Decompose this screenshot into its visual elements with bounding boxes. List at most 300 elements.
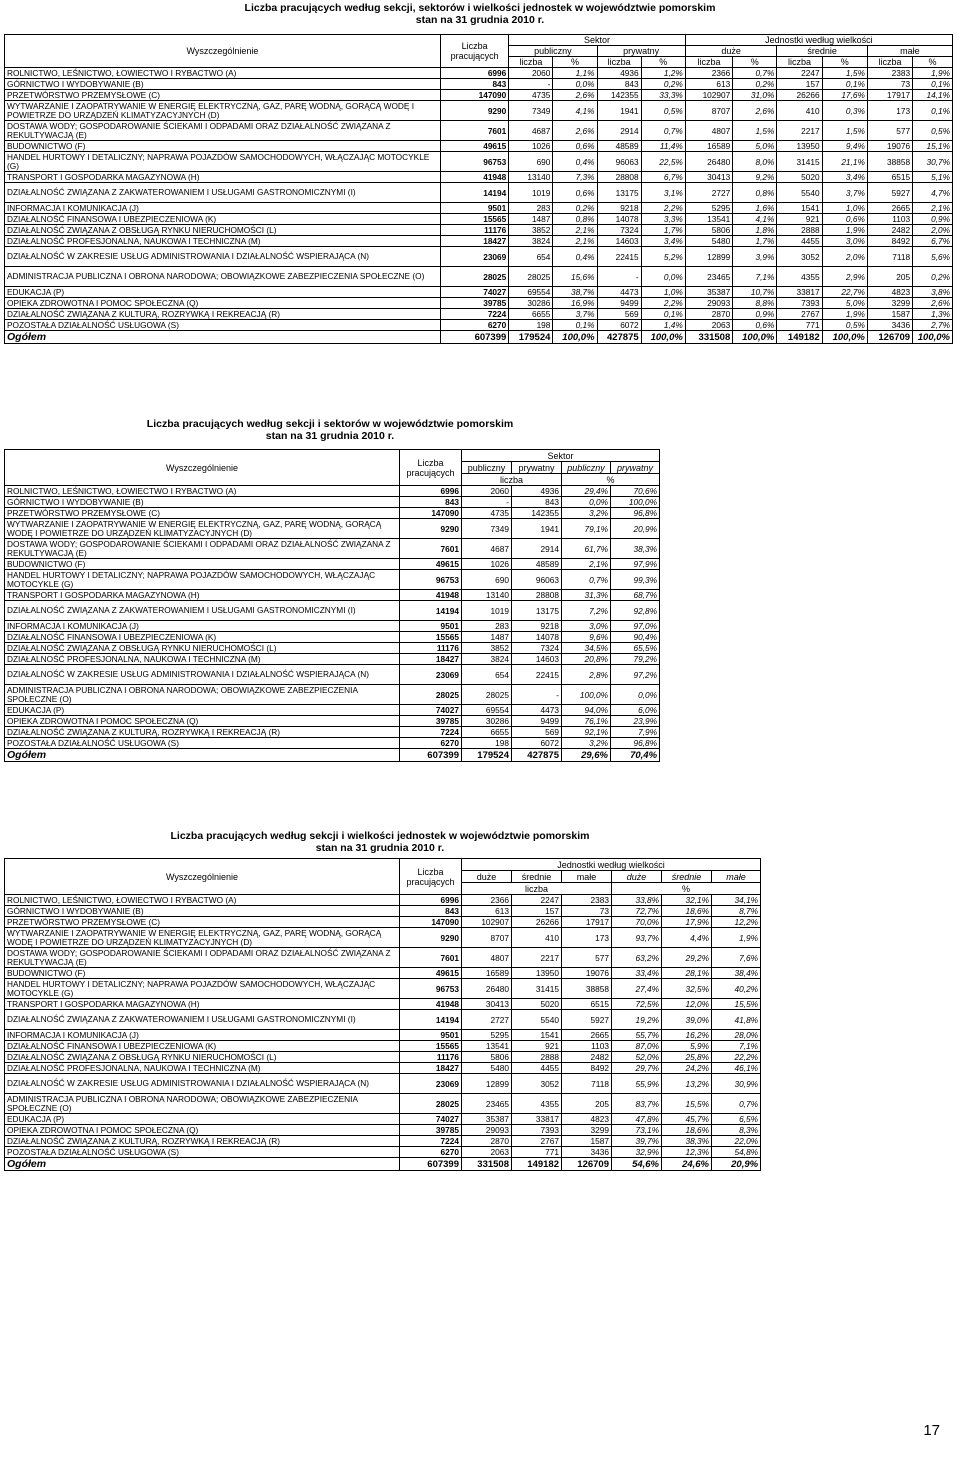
percent-cell: 100,0% [913, 331, 953, 344]
count-cell: 2247 [512, 895, 562, 906]
table-row [5, 1114, 761, 1125]
percent-cell: 70,6% [611, 486, 660, 497]
table-row [5, 172, 953, 183]
percent-cell: 47,8% [612, 1114, 662, 1125]
header-pct: % [822, 57, 867, 68]
total-employed-cell: 9501 [400, 621, 462, 632]
table-row [5, 236, 953, 247]
header-sektor: Sektor [509, 35, 686, 46]
count-cell: 33817 [777, 287, 822, 298]
percent-cell: 22,0% [712, 1136, 761, 1147]
section-label: GÓRNICTWO I WYDOBYWANIE (B) [5, 79, 441, 90]
count-cell: 35387 [685, 287, 732, 298]
count-cell: 13140 [462, 590, 512, 601]
percent-cell: 27,4% [612, 979, 662, 999]
count-cell: 5020 [512, 999, 562, 1010]
table2-title [110, 418, 550, 442]
section-label: BUDOWNICTWO (F) [5, 141, 441, 152]
count-cell: 613 [462, 906, 512, 917]
total-employed-cell: 6996 [400, 895, 462, 906]
header-pct: % [612, 883, 761, 895]
percent-cell: 1,9% [822, 309, 867, 320]
percent-cell: 41,8% [712, 1010, 761, 1030]
count-cell: - [512, 685, 562, 705]
header-wyszczegolnienie: Wyszczególnienie [5, 859, 400, 895]
percent-cell: 3,1% [641, 183, 685, 203]
percent-cell: 3,7% [553, 309, 597, 320]
percent-cell: 2,1% [913, 203, 953, 214]
count-cell: 2665 [562, 1030, 612, 1041]
percent-cell: 100,0% [822, 331, 867, 344]
percent-cell: 3,8% [913, 287, 953, 298]
percent-cell: 6,0% [611, 705, 660, 716]
percent-cell: 1,9% [822, 225, 867, 236]
percent-cell: 97,0% [611, 621, 660, 632]
total-employed-cell: 9501 [440, 203, 508, 214]
percent-cell: 1,7% [733, 236, 777, 247]
count-cell: 2247 [777, 68, 822, 79]
count-cell: 48589 [597, 141, 641, 152]
count-cell: 2665 [867, 203, 912, 214]
table-row [5, 665, 660, 685]
percent-cell: 17,6% [822, 90, 867, 101]
count-cell: 2060 [462, 486, 512, 497]
section-label: HANDEL HURTOWY I DETALICZNY; NAPRAWA POJAZDÓW SAMOCHODOWYCH, WŁĄCZAJĄC MOTOCYKLE (G) [5, 152, 441, 172]
count-cell: 771 [777, 320, 822, 331]
count-cell: 13950 [512, 968, 562, 979]
count-cell: 2217 [512, 948, 562, 968]
table-row [5, 727, 660, 738]
count-cell: 6072 [597, 320, 641, 331]
section-label: POZOSTAŁA DZIAŁALNOŚĆ USŁUGOWA (S) [5, 1147, 400, 1158]
percent-cell: 0,2% [733, 79, 777, 90]
total-employed-cell: 28025 [400, 1094, 462, 1114]
count-cell: 17917 [562, 917, 612, 928]
percent-cell: 40,2% [712, 979, 761, 999]
count-cell: 26266 [512, 917, 562, 928]
count-cell: 3824 [509, 236, 553, 247]
page-number: 17 [923, 1422, 940, 1439]
table-row [5, 570, 660, 590]
percent-cell: 0,5% [641, 101, 685, 121]
total-employed-cell: 607399 [400, 749, 462, 762]
percent-cell: 0,8% [553, 214, 597, 225]
count-cell: 7393 [777, 298, 822, 309]
header-wyszczegolnienie: Wyszczególnienie [5, 35, 441, 68]
total-employed-cell: 147090 [400, 508, 462, 519]
count-cell: 4473 [512, 705, 562, 716]
table-row [5, 309, 953, 320]
section-label: DZIAŁALNOŚĆ W ZAKRESIE USŁUG ADMINISTROWANIA I DZIAŁALNOŚĆ WSPIERAJĄCA (N) [5, 665, 400, 685]
total-row [5, 749, 660, 762]
table3-title [120, 830, 640, 854]
percent-cell: 0,2% [913, 267, 953, 287]
section-label: INFORMACJA I KOMUNIKACJA (J) [5, 203, 441, 214]
count-cell: 2482 [867, 225, 912, 236]
total-employed-cell: 7601 [400, 948, 462, 968]
count-cell: 96063 [512, 570, 562, 590]
count-cell: 5927 [562, 1010, 612, 1030]
count-cell: 7118 [562, 1074, 612, 1094]
percent-cell: 20,9% [611, 519, 660, 539]
percent-cell: 2,6% [553, 90, 597, 101]
percent-cell: 61,7% [562, 539, 611, 559]
table-row [5, 298, 953, 309]
header-liczba: liczba [867, 57, 912, 68]
percent-cell: 3,3% [641, 214, 685, 225]
table3-header [5, 859, 761, 895]
count-cell: 7324 [512, 643, 562, 654]
header-pct: % [562, 474, 660, 486]
total-employed-cell: 39785 [400, 716, 462, 727]
percent-cell: 0,2% [641, 79, 685, 90]
section-label: DZIAŁALNOŚĆ PROFESJONALNA, NAUKOWA I TECHNICZNA (M) [5, 654, 400, 665]
table-row [5, 183, 953, 203]
table1-body [5, 68, 953, 344]
percent-cell: 22,5% [641, 152, 685, 172]
header-male: małe [562, 871, 612, 883]
count-cell: 22415 [512, 665, 562, 685]
header-duze-pct: duże [612, 871, 662, 883]
count-cell: 2888 [512, 1052, 562, 1063]
table-row [5, 1041, 761, 1052]
total-employed-cell: 41948 [400, 999, 462, 1010]
header-jednostki: Jednostki według wielkości [685, 35, 952, 46]
percent-cell: 79,1% [562, 519, 611, 539]
section-label: HANDEL HURTOWY I DETALICZNY; NAPRAWA POJAZDÓW SAMOCHODOWYCH, WŁĄCZAJĄC MOTOCYKLE (G) [5, 979, 400, 999]
count-cell: 142355 [597, 90, 641, 101]
percent-cell: 0,1% [553, 320, 597, 331]
count-cell: 16589 [462, 968, 512, 979]
count-cell: 22415 [597, 247, 641, 267]
table-row [5, 590, 660, 601]
header-srednie: średnie [777, 46, 867, 57]
table-row [5, 1074, 761, 1094]
count-cell: 9218 [597, 203, 641, 214]
percent-cell: 38,3% [611, 539, 660, 559]
percent-cell: 70,0% [612, 917, 662, 928]
count-cell: 4355 [777, 267, 822, 287]
count-cell: 4807 [462, 948, 512, 968]
section-label: DZIAŁALNOŚĆ ZWIĄZANA Z ZAKWATEROWANIEM I USŁUGAMI GASTRONOMICZNYMI (I) [5, 601, 400, 621]
count-cell: 410 [777, 101, 822, 121]
header-liczba-pracujacych: Liczba pracujących [400, 450, 462, 486]
percent-cell: 3,2% [562, 738, 611, 749]
section-label: DZIAŁALNOŚĆ FINANSOWA I UBEZPIECZENIOWA (K) [5, 1041, 400, 1052]
count-cell: 9218 [512, 621, 562, 632]
percent-cell: 0,5% [913, 121, 953, 141]
table2-title-line2: stan na 31 grudnia 2010 r. [265, 430, 395, 442]
percent-cell: 5,2% [641, 247, 685, 267]
percent-cell: 2,1% [562, 559, 611, 570]
count-cell: 31415 [512, 979, 562, 999]
percent-cell: 39,7% [612, 1136, 662, 1147]
percent-cell: 0,9% [733, 309, 777, 320]
table1-title [220, 2, 740, 26]
count-cell: 283 [462, 621, 512, 632]
table-row [5, 1063, 761, 1074]
section-label: DOSTAWA WODY; GOSPODAROWANIE ŚCIEKAMI I ODPADAMI ORAZ DZIAŁALNOŚĆ ZWIĄZANA Z REKULTYWACJĄ (E) [5, 539, 400, 559]
table-row [5, 90, 953, 101]
count-cell: 2366 [462, 895, 512, 906]
table-row [5, 486, 660, 497]
count-cell: 4687 [462, 539, 512, 559]
total-row [5, 331, 953, 344]
percent-cell: 1,9% [913, 68, 953, 79]
count-cell: 1487 [509, 214, 553, 225]
percent-cell: 32,1% [662, 895, 712, 906]
percent-cell: 2,1% [553, 225, 597, 236]
percent-cell: 1,1% [553, 68, 597, 79]
percent-cell: 8,0% [733, 152, 777, 172]
header-liczba: liczba [685, 57, 732, 68]
total-employed-cell: 39785 [440, 298, 508, 309]
count-cell: 2383 [562, 895, 612, 906]
percent-cell: 14,1% [913, 90, 953, 101]
percent-cell: 1,7% [641, 225, 685, 236]
count-cell: 3824 [462, 654, 512, 665]
total-employed-cell: 15565 [400, 632, 462, 643]
table2-header [5, 450, 660, 486]
table-row [5, 267, 953, 287]
count-cell: 30413 [685, 172, 732, 183]
table1-header [5, 35, 953, 68]
percent-cell: 32,9% [612, 1147, 662, 1158]
count-cell: 13541 [462, 1041, 512, 1052]
table-row [5, 601, 660, 621]
count-cell: 198 [509, 320, 553, 331]
count-cell: 1541 [512, 1030, 562, 1041]
percent-cell: 18,6% [662, 1125, 712, 1136]
percent-cell: 1,9% [712, 928, 761, 948]
percent-cell: 3,0% [562, 621, 611, 632]
table-row [5, 497, 660, 508]
total-employed-cell: 6270 [400, 1147, 462, 1158]
percent-cell: 15,1% [913, 141, 953, 152]
percent-cell: 1,5% [822, 68, 867, 79]
header-publiczny-pct: publiczny [562, 462, 611, 474]
table-row [5, 621, 660, 632]
total-employed-cell: 147090 [440, 90, 508, 101]
percent-cell: 31,0% [733, 90, 777, 101]
count-cell: 4735 [509, 90, 553, 101]
count-cell: 2870 [462, 1136, 512, 1147]
section-label: PRZETWÓRSTWO PRZEMYSŁOWE (C) [5, 90, 441, 101]
percent-cell: 72,7% [612, 906, 662, 917]
count-cell: 1026 [509, 141, 553, 152]
total-row [5, 1158, 761, 1171]
header-liczba-pracujacych: Liczba pracujących [400, 859, 462, 895]
count-cell: 28808 [597, 172, 641, 183]
table2-body [5, 486, 660, 762]
count-cell: 14078 [597, 214, 641, 225]
percent-cell: 0,6% [733, 320, 777, 331]
total-employed-cell: 18427 [400, 654, 462, 665]
table-row [5, 895, 761, 906]
section-label: DOSTAWA WODY; GOSPODAROWANIE ŚCIEKAMI I ODPADAMI ORAZ DZIAŁALNOŚĆ ZWIĄZANA Z REKULTYWACJĄ (E) [5, 948, 400, 968]
percent-cell: 12,3% [662, 1147, 712, 1158]
section-label: DZIAŁALNOŚĆ FINANSOWA I UBEZPIECZENIOWA (K) [5, 214, 441, 225]
count-cell: 4823 [867, 287, 912, 298]
count-cell: 9499 [512, 716, 562, 727]
count-cell: 28808 [512, 590, 562, 601]
header-prywatny: prywatny [512, 462, 562, 474]
header-liczba: liczba [777, 57, 822, 68]
total-employed-cell: 14194 [440, 183, 508, 203]
percent-cell: 4,4% [662, 928, 712, 948]
count-cell: 28025 [462, 685, 512, 705]
percent-cell: 15,5% [712, 999, 761, 1010]
total-employed-cell: 41948 [440, 172, 508, 183]
table-row [5, 632, 660, 643]
count-cell: 157 [512, 906, 562, 917]
section-label: DZIAŁALNOŚĆ FINANSOWA I UBEZPIECZENIOWA (K) [5, 632, 400, 643]
count-cell: 569 [597, 309, 641, 320]
percent-cell: 29,2% [662, 948, 712, 968]
count-cell: 8492 [562, 1063, 612, 1074]
count-cell: 843 [597, 79, 641, 90]
percent-cell: 4,1% [733, 214, 777, 225]
count-cell: 5540 [512, 1010, 562, 1030]
section-label: INFORMACJA I KOMUNIKACJA (J) [5, 621, 400, 632]
header-liczba: liczba [597, 57, 641, 68]
table-row [5, 152, 953, 172]
count-cell: 13140 [509, 172, 553, 183]
count-cell: 2914 [512, 539, 562, 559]
table-row [5, 1125, 761, 1136]
percent-cell: 5,1% [913, 172, 953, 183]
percent-cell: 0,7% [641, 121, 685, 141]
percent-cell: 0,1% [913, 101, 953, 121]
count-cell: 30413 [462, 999, 512, 1010]
percent-cell: 8,7% [712, 906, 761, 917]
header-srednie-pct: średnie [662, 871, 712, 883]
table-row [5, 79, 953, 90]
table-row [5, 214, 953, 225]
count-cell: 3052 [512, 1074, 562, 1094]
count-cell: 843 [512, 497, 562, 508]
count-cell: 1019 [509, 183, 553, 203]
percent-cell: 0,6% [822, 214, 867, 225]
total-employed-cell: 28025 [440, 267, 508, 287]
percent-cell: 22,2% [712, 1052, 761, 1063]
percent-cell: 54,6% [612, 1158, 662, 1171]
count-cell: 38858 [867, 152, 912, 172]
count-cell: 19076 [867, 141, 912, 152]
count-cell: 6515 [867, 172, 912, 183]
count-cell: 2870 [685, 309, 732, 320]
total-employed-cell: 74027 [400, 1114, 462, 1125]
count-cell: 3299 [562, 1125, 612, 1136]
percent-cell: 100,0% [641, 331, 685, 344]
percent-cell: 30,9% [712, 1074, 761, 1094]
table-row [5, 1010, 761, 1030]
count-cell: 4735 [462, 508, 512, 519]
percent-cell: 8,3% [712, 1125, 761, 1136]
count-cell: 5927 [867, 183, 912, 203]
count-cell: 23465 [462, 1094, 512, 1114]
total-employed-cell: 23069 [400, 1074, 462, 1094]
total-label: Ogółem [5, 331, 441, 344]
percent-cell: 0,7% [733, 68, 777, 79]
count-cell: 2060 [509, 68, 553, 79]
section-label: TRANSPORT I GOSPODARKA MAGAZYNOWA (H) [5, 172, 441, 183]
count-cell: 179524 [509, 331, 553, 344]
header-prywatny-pct: prywatny [611, 462, 660, 474]
section-label: DZIAŁALNOŚĆ ZWIĄZANA Z ZAKWATEROWANIEM I USŁUGAMI GASTRONOMICZNYMI (I) [5, 1010, 400, 1030]
count-cell: 13175 [597, 183, 641, 203]
section-label: DZIAŁALNOŚĆ ZWIĄZANA Z KULTURĄ, ROZRYWKĄ I REKREACJĄ (R) [5, 727, 400, 738]
percent-cell: 3,0% [822, 236, 867, 247]
percent-cell: 1,5% [822, 121, 867, 141]
percent-cell: 32,5% [662, 979, 712, 999]
table1-title-line1: Liczba pracujących według sekcji, sektorów i wielkości jednostek w województwie pomorskim [244, 2, 716, 14]
percent-cell: 3,9% [733, 247, 777, 267]
section-label: HANDEL HURTOWY I DETALICZNY; NAPRAWA POJAZDÓW SAMOCHODOWYCH, WŁĄCZAJĄC MOTOCYKLE (G) [5, 570, 400, 590]
table-row [5, 705, 660, 716]
count-cell: 4473 [597, 287, 641, 298]
count-cell: 14078 [512, 632, 562, 643]
count-cell: 331508 [685, 331, 732, 344]
percent-cell: 97,2% [611, 665, 660, 685]
total-employed-cell: 7224 [400, 727, 462, 738]
count-cell: 7349 [462, 519, 512, 539]
percent-cell: 33,4% [612, 968, 662, 979]
percent-cell: 2,0% [822, 247, 867, 267]
section-label: TRANSPORT I GOSPODARKA MAGAZYNOWA (H) [5, 590, 400, 601]
count-cell: - [462, 497, 512, 508]
table1-title-line2: stan na 31 grudnia 2010 r. [415, 14, 545, 26]
percent-cell: 34,5% [562, 643, 611, 654]
count-cell: 19076 [562, 968, 612, 979]
table-row [5, 508, 660, 519]
count-cell: 654 [462, 665, 512, 685]
section-label: GÓRNICTWO I WYDOBYWANIE (B) [5, 906, 400, 917]
percent-cell: 94,0% [562, 705, 611, 716]
percent-cell: 0,7% [562, 570, 611, 590]
count-cell: 4823 [562, 1114, 612, 1125]
percent-cell: 55,7% [612, 1030, 662, 1041]
percent-cell: 2,2% [641, 203, 685, 214]
total-employed-cell: 7224 [440, 309, 508, 320]
total-employed-cell: 9290 [400, 519, 462, 539]
percent-cell: 96,8% [611, 508, 660, 519]
total-employed-cell: 15565 [440, 214, 508, 225]
count-cell: 921 [512, 1041, 562, 1052]
table-row [5, 643, 660, 654]
count-cell: 1941 [512, 519, 562, 539]
percent-cell: 0,7% [712, 1094, 761, 1114]
count-cell: 3052 [777, 247, 822, 267]
section-label: DZIAŁALNOŚĆ ZWIĄZANA Z OBSŁUGĄ RYNKU NIERUCHOMOŚCI (L) [5, 1052, 400, 1063]
section-label: PRZETWÓRSTWO PRZEMYSŁOWE (C) [5, 917, 400, 928]
count-cell: 2888 [777, 225, 822, 236]
count-cell: 4687 [509, 121, 553, 141]
count-cell: 654 [509, 247, 553, 267]
count-cell: 2767 [512, 1136, 562, 1147]
total-employed-cell: 11176 [440, 225, 508, 236]
total-employed-cell: 147090 [400, 917, 462, 928]
count-cell: 2217 [777, 121, 822, 141]
total-employed-cell: 9501 [400, 1030, 462, 1041]
percent-cell: 1,3% [913, 309, 953, 320]
percent-cell: 0,4% [553, 152, 597, 172]
header-pct: % [553, 57, 597, 68]
percent-cell: 3,4% [822, 172, 867, 183]
count-cell: 6655 [462, 727, 512, 738]
table-row [5, 225, 953, 236]
percent-cell: 20,8% [562, 654, 611, 665]
